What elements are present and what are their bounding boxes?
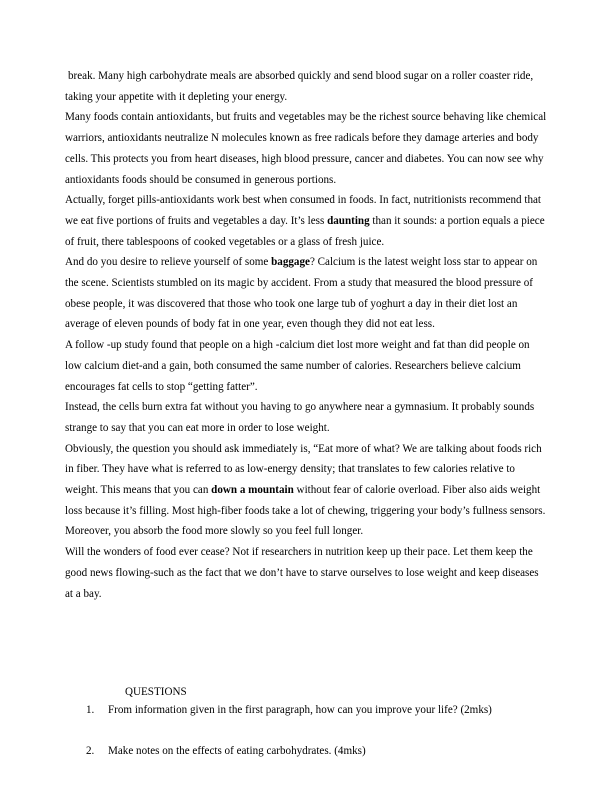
question-text: Make notes on the effects of eating carbohydrates. (4mks) (108, 745, 366, 757)
question-number: 1. (86, 704, 95, 716)
paragraph-text: Obviously, the question you should ask immediately is, “Eat more of what? We are talking about foods rich in fiber. They have what is referred to as low-energy density; that translates to few calories relative to weight. This means that you can (65, 442, 542, 497)
questions-heading: QUESTIONS (125, 686, 187, 698)
bold-word-daunting: daunting (327, 214, 370, 227)
paragraph-text: A follow -up study found that people on a high -calcium diet lost more weight and fat than did people on low calcium diet-and a gain, both consumed the same number of calories. Researchers believe calcium encourages fat cells to stop “getting fatter”. (65, 339, 530, 393)
paragraph-text: And do you desire to relieve yourself of some (65, 256, 272, 269)
bold-word-baggage: baggage (271, 256, 310, 269)
paragraph-text: Many foods contain antioxidants, but fruits and vegetables may be the richest source behaving like chemical warriors, antioxidants neutralize N molecules known as free radicals before they damage arteries and body cells. This protects you from heart diseases, high blood pressure, cancer and diabetes. You can now see why antioxidants foods should be consumed in generous portions. (65, 111, 547, 186)
paragraph-text: than it sounds: a portion equals a piece of fruit, there tablespoons of cooked vegetables or a glass of fresh juice. (65, 214, 545, 248)
question-text: From information given in the first paragraph, how can you improve your life? (2mks) (108, 704, 492, 716)
paragraph-text: break. Many high carbohydrate meals are absorbed quickly and send blood sugar on a roller coaster ride, taking your appetite with it depleting your energy. (65, 70, 534, 103)
paragraph-pills (65, 190, 549, 252)
question-item (86, 700, 492, 721)
paragraph-carbohydrates (65, 66, 549, 107)
paragraph-calcium (65, 252, 549, 335)
paragraph-text: Will the wonders of food ever cease? Not if researchers in nutrition keep up their pace. Let them keep the good news flowing-such as the fact that we don’t have to starve ourselves to lose weight and keep diseases at a bay. (65, 546, 539, 600)
paragraph-fiber (65, 439, 549, 543)
paragraph-burn-fat (65, 397, 549, 438)
bold-phrase-down-a-mountain: down a mountain (211, 484, 294, 497)
paragraph-follow-up-study (65, 335, 549, 397)
paragraph-text: Instead, the cells burn extra fat without you having to go anywhere near a gymnasium. It probably sounds strange to say that you can eat more in order to lose weight. (65, 401, 535, 434)
paragraph-text: ? Calcium is the latest weight loss star to appear on the scene. Scientists stumbled on its magic by accident. From a study that measured the blood pressure of obese people, it was discovered that those who took one large tub of yoghurt a day in their diet lost an average of eleven pounds of body fat in one year, even though they did not eat less. (65, 256, 538, 331)
paragraph-text: Actually, forget pills-antioxidants work best when consumed in foods. In fact, nutritionists recommend that we eat five portions of fruits and vegetables a day. It’s less (65, 194, 542, 227)
question-number: 2. (86, 745, 95, 757)
paragraph-antioxidants (65, 107, 549, 190)
paragraph-conclusion (65, 542, 549, 604)
passage-body (65, 66, 549, 604)
paragraph-text: without fear of calorie overload. Fiber also aids weight loss because it’s filling. Most high-fiber foods take a lot of chewing, triggering your body’s fullness sensors. Moreover, you absorb the food more slowly so you feel full longer. (65, 484, 546, 538)
question-item (86, 741, 366, 762)
